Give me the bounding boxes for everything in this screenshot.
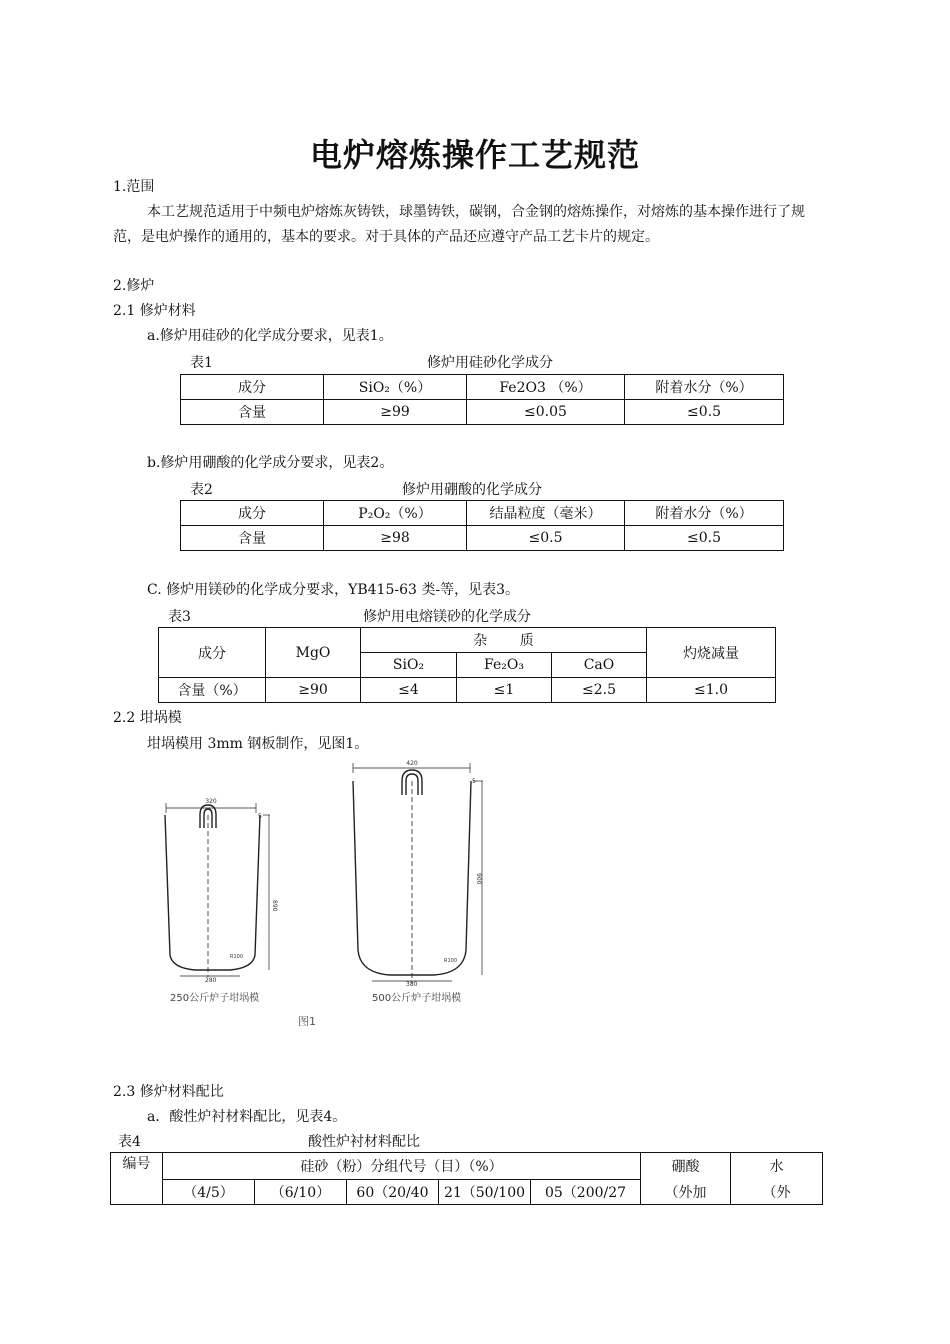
table3-caption: 修炉用电熔镁砂的化学成分 xyxy=(363,609,531,625)
page-title: 电炉熔炼操作工艺规范 xyxy=(309,136,640,174)
large-radius: R100 xyxy=(444,958,458,964)
table1-cell: ≥99 xyxy=(324,400,467,425)
table1-cell: ≤0.05 xyxy=(467,400,625,425)
table2-label: 表2 xyxy=(190,482,213,498)
table3-cell: ≤4 xyxy=(361,678,457,703)
table3-header-fe2o3: Fe₂O₃ xyxy=(457,653,552,678)
small-bottom-dim: 280 xyxy=(205,977,217,984)
table4-water-sub: （外 xyxy=(731,1180,823,1205)
table4-sub-header: （4/5） xyxy=(163,1180,255,1205)
table4-sub-header: 21（50/100 xyxy=(439,1180,531,1205)
table4-header-no-cont xyxy=(111,1180,163,1205)
section-2-heading: 2.修炉 xyxy=(113,278,155,294)
section-2-2-heading: 2.2 坩埚模 xyxy=(113,710,182,726)
table3-header-impurity: 杂 质 xyxy=(361,628,647,653)
small-height-dim: 890 xyxy=(271,900,278,912)
small-side-mark: 5 xyxy=(258,813,262,820)
large-bottom-dim: 380 xyxy=(406,981,418,988)
table4-boric-sub: （外加 xyxy=(641,1180,731,1205)
table2-cell: ≤0.5 xyxy=(467,526,625,551)
table4-header-water: 水 xyxy=(731,1153,823,1180)
table3-header-mgo: MgO xyxy=(266,628,361,678)
section-2-1-heading: 2.1 修炉材料 xyxy=(113,303,196,319)
section-2-1-b: b.修炉用硼酸的化学成分要求，见表2。 xyxy=(147,455,394,471)
table2-cell: 含量 xyxy=(181,526,324,551)
table2-header-cell: 附着水分（%） xyxy=(625,501,784,526)
section-2-1-c: C. 修炉用镁砂的化学成分要求，YB415-63 类-等，见表3。 xyxy=(147,582,519,598)
table2-cell: ≤0.5 xyxy=(625,526,784,551)
figure-label: 图1 xyxy=(298,1015,316,1028)
table3-header-cao: CaO xyxy=(552,653,647,678)
table4-sub-header: 60（20/40 xyxy=(347,1180,439,1205)
large-side-mark: 5 xyxy=(472,778,476,785)
table4-header-no: 编号 xyxy=(111,1153,163,1180)
table3-header-component: 成分 xyxy=(159,628,266,678)
table2-header-cell: 成分 xyxy=(181,501,324,526)
table1 xyxy=(180,374,784,425)
crucible-mold-figure xyxy=(150,755,510,1035)
table3-label: 表3 xyxy=(168,609,191,625)
table3 xyxy=(158,627,776,703)
large-caption: 500公斤炉子坩埚模 xyxy=(372,993,462,1004)
table2-cell: ≥98 xyxy=(324,526,467,551)
section-1-paragraph: 本工艺规范适用于中频电炉熔炼灰铸铁，球墨铸铁，碳钢，合金钢的熔炼操作，对熔炼的基本操作进行了规范，是电炉操作的通用的，基本的要求。对于具体的产品还应遵守产品工艺卡片的规定。 xyxy=(113,204,805,245)
section-2-1-a: a.修炉用硅砂的化学成分要求，见表1。 xyxy=(147,328,393,344)
small-crucible-drawing xyxy=(165,803,270,977)
table4-header-sand: 硅砂（粉）分组代号（目）（%） xyxy=(163,1153,641,1180)
table1-header-cell: 成分 xyxy=(181,375,324,400)
table2 xyxy=(180,500,784,551)
section-2-2-text: 坩埚模用 3mm 钢板制作，见图1。 xyxy=(147,736,369,752)
table1-label: 表1 xyxy=(190,355,213,371)
table4-sub-header: （6/10） xyxy=(255,1180,347,1205)
table1-caption: 修炉用硅砂化学成分 xyxy=(427,355,553,371)
table1-header-cell: 附着水分（%） xyxy=(625,375,784,400)
table3-cell: ≤2.5 xyxy=(552,678,647,703)
table4 xyxy=(110,1152,823,1205)
table1-header-cell: Fe2O3 （%） xyxy=(467,375,625,400)
small-top-dim: 320 xyxy=(205,798,217,805)
table1-header-cell: SiO₂（%） xyxy=(324,375,467,400)
section-2-3-heading: 2.3 修炉材料配比 xyxy=(113,1084,224,1100)
small-radius: R100 xyxy=(230,954,244,960)
table4-label: 表4 xyxy=(118,1134,141,1150)
small-caption: 250公斤炉子坩埚模 xyxy=(170,993,260,1004)
table3-cell: ≤1 xyxy=(457,678,552,703)
large-crucible-drawing xyxy=(353,763,483,983)
table3-header-sio2: SiO₂ xyxy=(361,653,457,678)
table1-cell: ≤0.5 xyxy=(625,400,784,425)
table2-header-cell: 结晶粒度（毫米） xyxy=(467,501,625,526)
section-1-heading: 1.范围 xyxy=(113,179,155,195)
table3-cell: ≥90 xyxy=(266,678,361,703)
table3-cell: 含量（%） xyxy=(159,678,266,703)
table4-header-boric: 硼酸 xyxy=(641,1153,731,1180)
large-top-dim: 420 xyxy=(406,760,418,767)
table2-header-cell: P₂O₂（%） xyxy=(324,501,467,526)
table2-caption: 修炉用硼酸的化学成分 xyxy=(402,482,542,498)
large-height-dim: 900 xyxy=(475,873,482,885)
table4-caption: 酸性炉衬材料配比 xyxy=(308,1134,420,1150)
section-2-3-a: a．酸性炉衬材料配比，见表4。 xyxy=(147,1109,347,1125)
table4-sub-header: 05（200/27 xyxy=(531,1180,641,1205)
table3-header-loss: 灼烧减量 xyxy=(647,628,776,678)
table1-cell: 含量 xyxy=(181,400,324,425)
table3-cell: ≤1.0 xyxy=(647,678,776,703)
